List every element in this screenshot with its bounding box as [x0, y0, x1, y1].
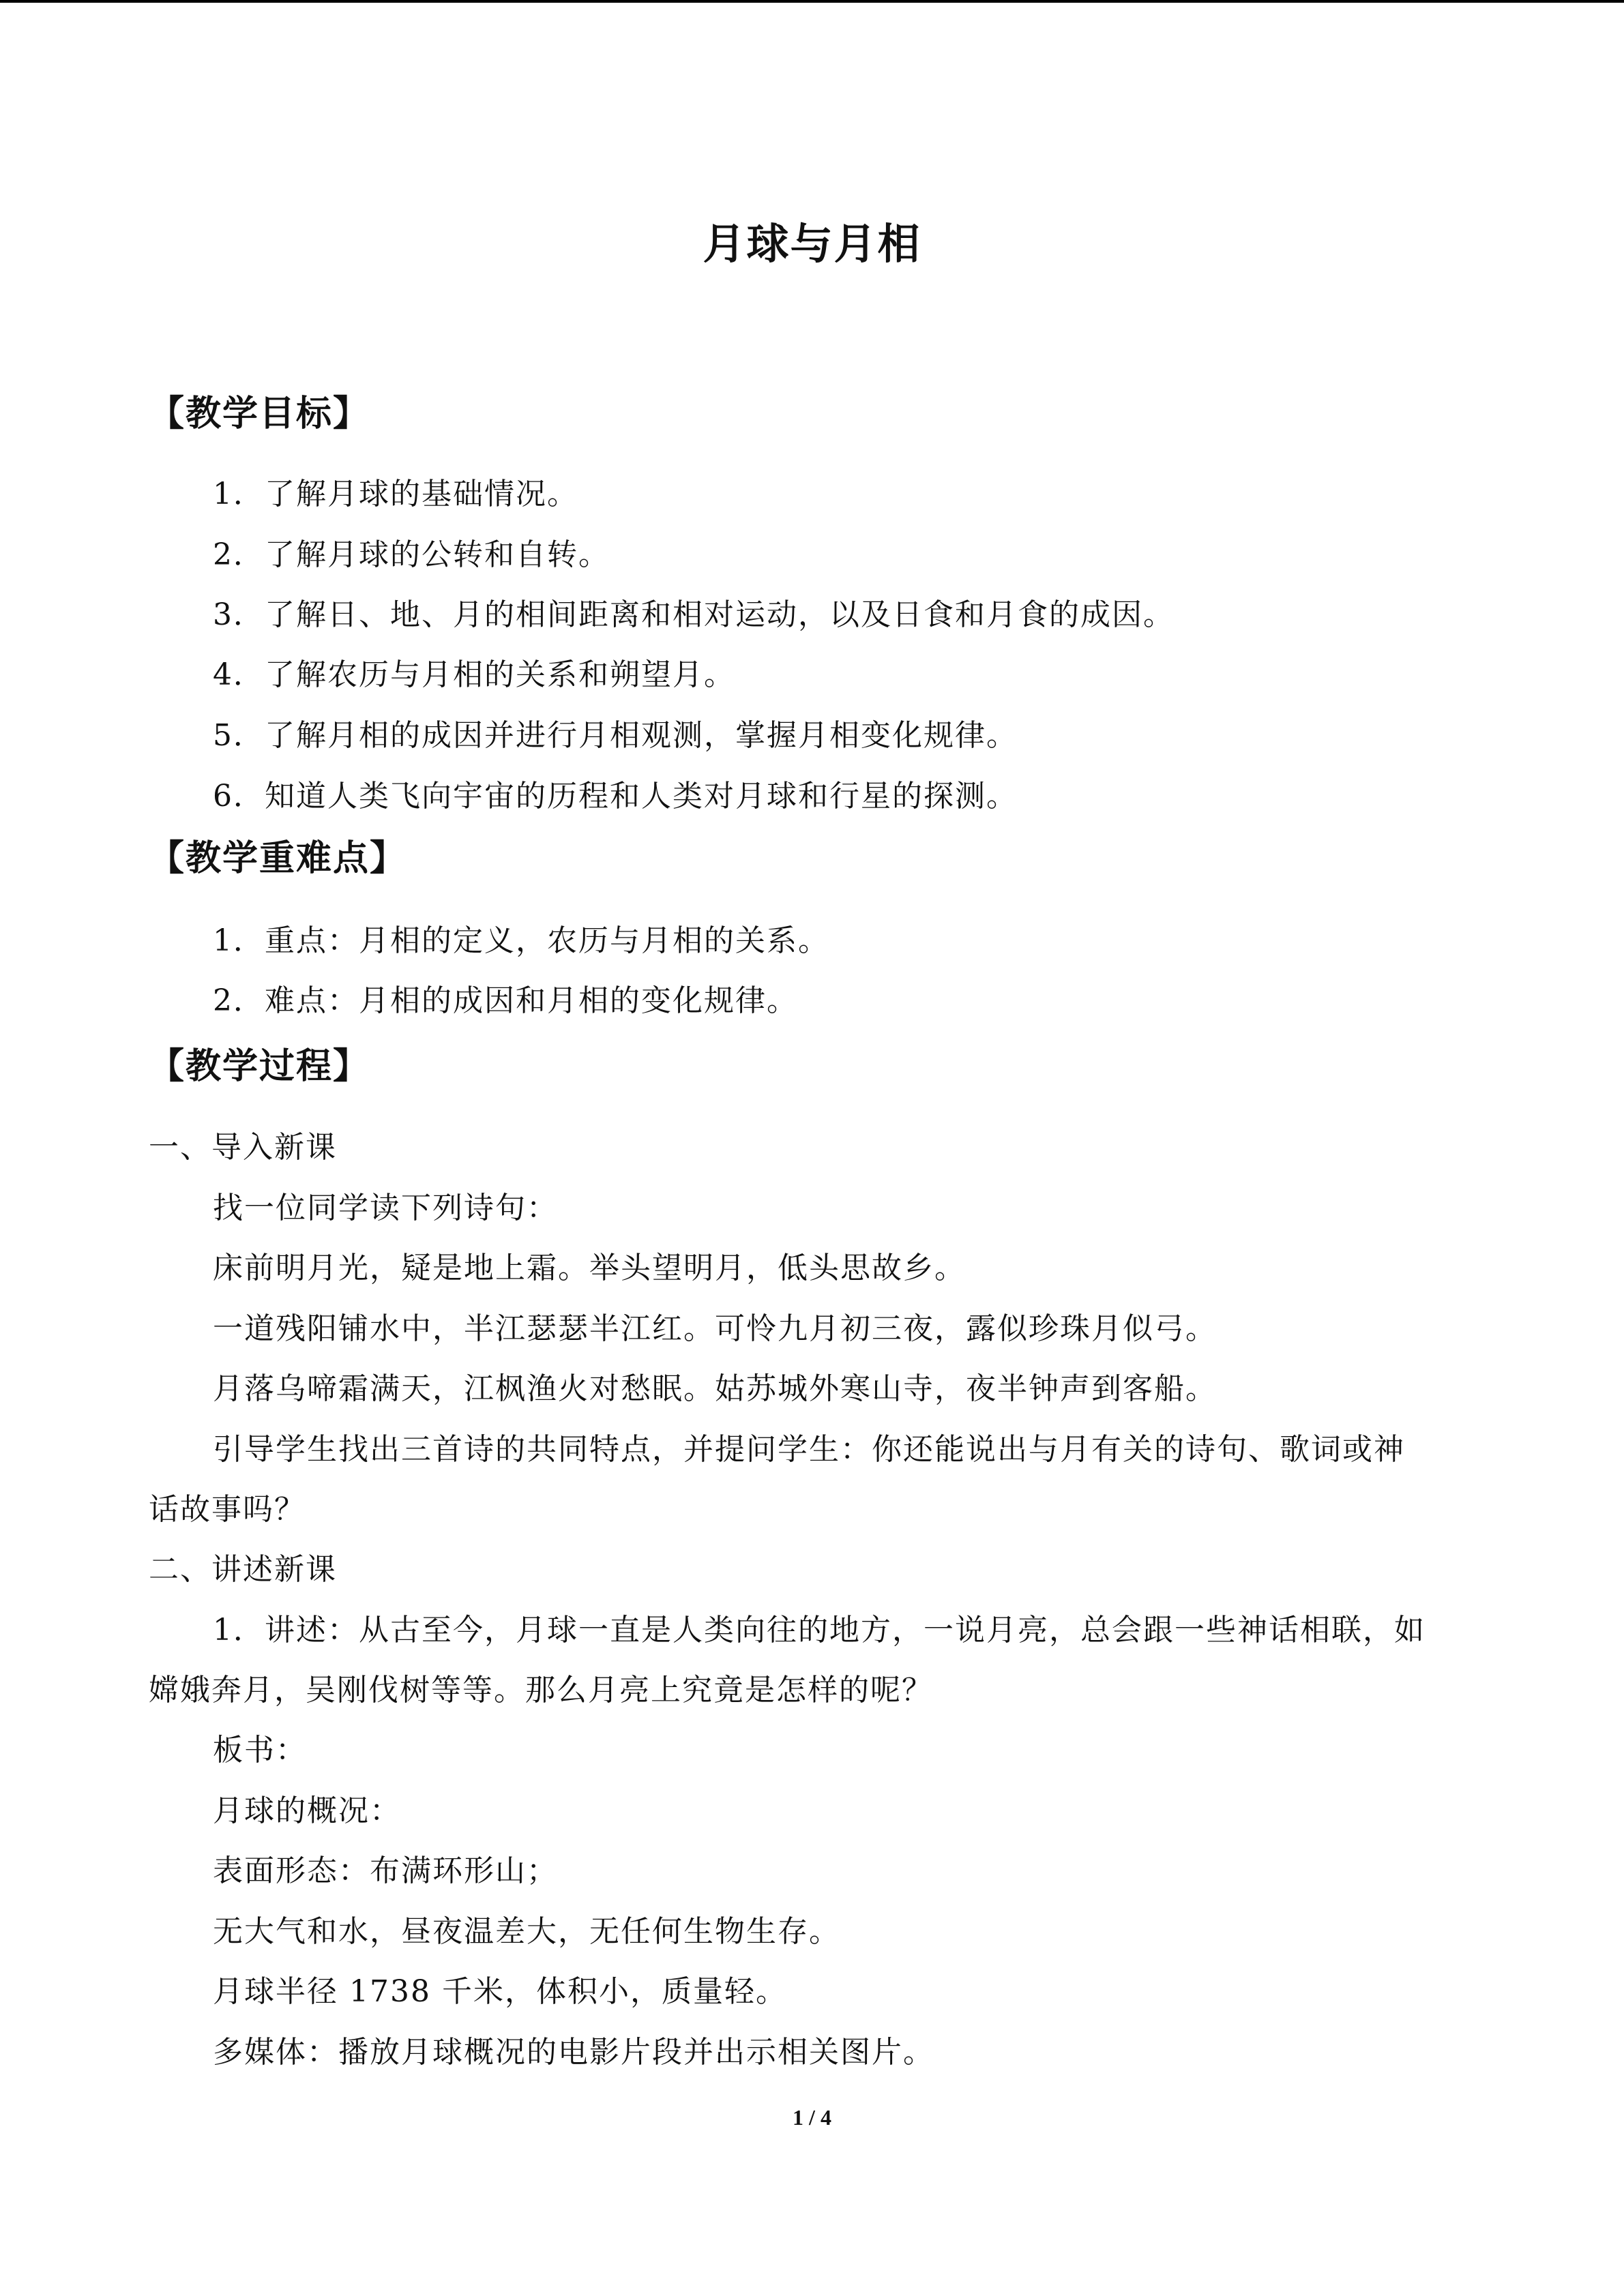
process-heading: 【教学过程】	[149, 1046, 370, 1087]
key-point-item-2: 2．难点：月相的成因和月相的变化规律。	[213, 983, 798, 1018]
objective-item-2: 2．了解月球的公转和自转。	[213, 537, 610, 572]
multimedia-line: 多媒体：播放月球概况的电影片段并出示相关图片。	[213, 2035, 934, 2070]
objective-item-1: 1．了解月球的基础情况。	[213, 477, 578, 511]
moon-radius-line: 月球半径 1738 千米，体积小，质量轻。	[213, 1974, 787, 2009]
moon-surface-line: 表面形态：布满环形山；	[213, 1853, 558, 1888]
key-point-item-1: 1．重点：月相的定义，农历与月相的关系。	[213, 923, 829, 958]
page-number: 1 / 4	[793, 2105, 831, 2130]
section-1-title: 一、导入新课	[149, 1130, 337, 1165]
section-1-paragraph-line-2: 话故事吗？	[149, 1492, 306, 1527]
moon-overview-label: 月球的概况：	[213, 1793, 401, 1828]
section-2-paragraph-line-2: 嫦娥奔月，吴刚伐树等等。那么月亮上究竟是怎样的呢？	[149, 1673, 933, 1708]
objective-item-5: 5．了解月相的成因并进行月相观测，掌握月相变化规律。	[213, 718, 1018, 753]
objectives-heading: 【教学目标】	[149, 393, 370, 434]
key-points-heading: 【教学重难点】	[149, 838, 407, 879]
section-1-line-1: 找一位同学读下列诗句：	[213, 1191, 558, 1225]
top-border-line	[0, 0, 1624, 3]
objective-item-4: 4．了解农历与月相的关系和朔望月。	[213, 657, 735, 692]
moon-atmosphere-line: 无大气和水，昼夜温差大，无任何生物生存。	[213, 1914, 840, 1949]
section-1-paragraph-line-1: 引导学生找出三首诗的共同特点，并提问学生：你还能说出与月有关的诗句、歌词或神	[213, 1432, 1405, 1467]
poem-line-3: 月落乌啼霜满天，江枫渔火对愁眠。姑苏城外寒山寺，夜半钟声到客船。	[213, 1371, 1217, 1406]
section-2-title: 二、讲述新课	[149, 1552, 337, 1587]
objective-item-6: 6．知道人类飞向宇宙的历程和人类对月球和行星的探测。	[213, 779, 1018, 814]
document-title: 月球与月相	[703, 219, 921, 269]
objective-item-3: 3．了解日、地、月的相间距离和相对运动，以及日食和月食的成因。	[213, 597, 1175, 632]
section-2-paragraph-line-1: 1．讲述：从古至今，月球一直是人类向往的地方，一说月亮，总会跟一些神话相联，如	[213, 1613, 1426, 1648]
poem-line-2: 一道残阳铺水中，半江瑟瑟半江红。可怜九月初三夜，露似珍珠月似弓。	[213, 1311, 1217, 1346]
poem-line-1: 床前明月光，疑是地上霜。举头望明月，低头思故乡。	[213, 1251, 966, 1285]
blackboard-label: 板书：	[213, 1733, 307, 1768]
